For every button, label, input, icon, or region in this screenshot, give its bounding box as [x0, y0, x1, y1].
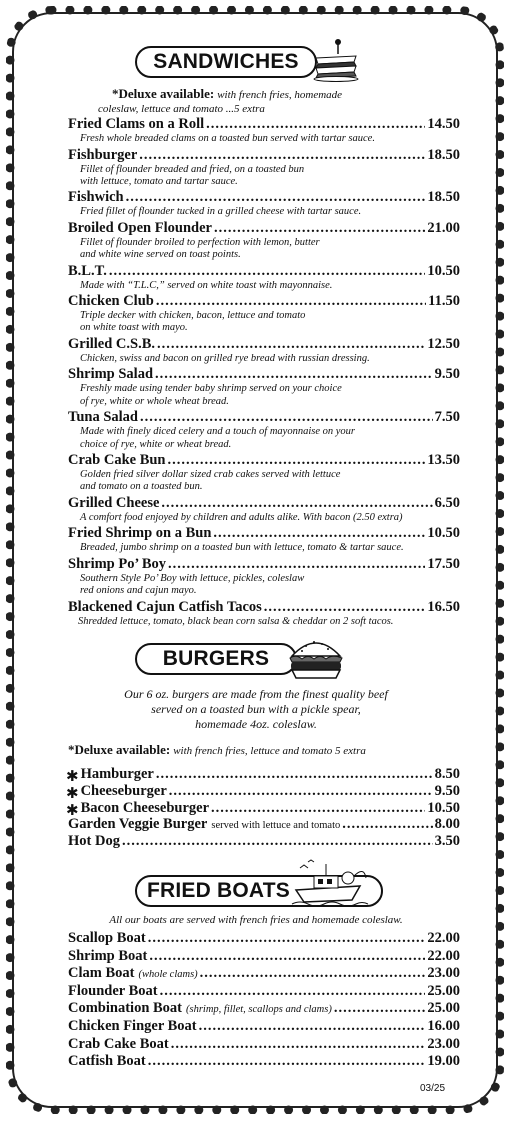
menu-item	[68, 965, 460, 982]
dot-leader	[199, 1018, 426, 1035]
burgers-deluxe-label: *Deluxe available:	[68, 742, 171, 757]
menu-item-price: 19.00	[427, 1053, 460, 1070]
menu-item-price: 23.00	[427, 965, 460, 982]
menu-item-name: Crab Cake Boat	[68, 1035, 169, 1052]
menu-item	[68, 1000, 460, 1017]
menu-item	[68, 220, 460, 237]
menu-item-description: A comfort food enjoyed by children and adults alike. With bacon (2.50 extra)	[80, 511, 403, 523]
menu-item	[68, 930, 460, 947]
menu-item-description: Freshly made using tender baby shrimp served on your choice	[80, 383, 342, 395]
menu-item-name: Cheeseburger	[80, 783, 167, 800]
burgers-intro	[60, 687, 452, 732]
menu-item-description: Triple decker with chicken, bacon, lettuce and tomato	[80, 310, 306, 322]
sandwiches-header	[135, 46, 317, 78]
fried-boats-intro-text: All our boats are served with french fries and homemade coleslaw.	[109, 914, 403, 926]
menu-item-note: (whole clams)	[138, 969, 198, 981]
dot-leader	[264, 599, 426, 616]
dot-leader	[213, 525, 425, 542]
dot-leader	[168, 556, 425, 573]
menu-item-price: 8.00	[434, 815, 460, 832]
menu-item-description: Chicken, swiss and bacon on grilled rye bread with russian dressing.	[80, 352, 370, 364]
menu-item-name: Flounder Boat	[68, 982, 158, 999]
burgers-deluxe-note	[68, 742, 366, 758]
menu-item	[68, 816, 460, 833]
menu-item-price: 10.50	[427, 800, 460, 817]
dot-leader	[149, 948, 425, 965]
dot-leader	[171, 1036, 426, 1053]
menu-item	[68, 1036, 460, 1053]
dot-leader	[140, 409, 433, 426]
dot-leader	[342, 816, 432, 833]
menu-item-price: 16.00	[427, 1018, 460, 1034]
menu-item-price: 10.50	[427, 525, 460, 542]
menu-item	[68, 1018, 460, 1035]
burgers-intro-line-1: Our 6 oz. burgers are made from the finest quality beef	[124, 687, 388, 701]
menu-item-name: Broiled Open Flounder	[68, 219, 212, 236]
sandwiches-title: SANDWICHES	[153, 50, 299, 73]
menu-item-description: red onions and cajun mayo.	[80, 585, 197, 597]
menu-item-name: Crab Cake Bun	[68, 452, 166, 468]
menu-item-price: 22.00	[427, 947, 460, 964]
menu-item-price: 7.50	[434, 409, 460, 426]
menu-item	[68, 336, 460, 353]
menu-item	[68, 366, 460, 383]
menu-item	[68, 409, 460, 426]
menu-item-price: 18.50	[427, 189, 460, 206]
menu-item-description: choice of rye, white or wheat bread.	[80, 438, 232, 450]
menu-item	[68, 948, 460, 965]
fried-boats-title: FRIED BOATS	[147, 879, 290, 902]
menu-item-price: 9.50	[434, 366, 460, 383]
menu-item-price: 6.50	[434, 494, 460, 511]
fried-boats-intro	[60, 913, 452, 928]
menu-item-name: Fishwich	[68, 189, 124, 206]
menu-item-note: served with lettuce and tomato	[211, 819, 341, 831]
menu-item-name: Scallop Boat	[68, 930, 146, 946]
dot-leader	[148, 930, 426, 947]
menu-item-name: Catfish Boat	[68, 1053, 146, 1070]
dot-leader	[122, 833, 433, 850]
menu-item-name: Shrimp Po’ Boy	[68, 555, 167, 572]
sandwiches-deluxe-label: *Deluxe available:	[112, 86, 215, 101]
menu-item-name: Shrimp Boat	[68, 947, 148, 964]
dot-leader	[139, 147, 425, 164]
burgers-intro-line-2: served on a toasted bun with a pickle spear,	[151, 702, 361, 716]
menu-item-name: Clam Boat	[68, 965, 135, 982]
menu-item-description: and white wine served on toast points.	[80, 249, 241, 261]
menu-item-name: Hamburger	[80, 766, 154, 782]
menu-item	[68, 495, 460, 512]
menu-item	[68, 293, 460, 310]
menu-item	[68, 263, 460, 280]
menu-item-price: 13.50	[427, 452, 460, 468]
menu-item-description: Made with “T.L.C,” served on white toast with mayonnaise.	[80, 279, 333, 291]
menu-item-description: Shredded lettuce, tomato, black bean corn salsa & cheddar on 2 soft tacos.	[78, 615, 394, 627]
menu-item-description: on white toast with mayo.	[80, 322, 188, 334]
menu-item-description: and tomato on a toasted bun.	[80, 481, 203, 493]
menu-item-price: 17.50	[427, 555, 460, 572]
menu-item	[68, 599, 460, 616]
sandwiches-deluxe-note	[112, 86, 342, 102]
menu-item-note: (shrimp, fillet, scallops and clams)	[186, 1004, 332, 1016]
menu-item-name: Bacon Cheeseburger	[80, 800, 210, 817]
dot-leader	[148, 1053, 426, 1070]
menu-item-name: Combination Boat	[68, 1000, 183, 1017]
dot-leader	[214, 220, 425, 237]
menu-item-name: Tuna Salad	[68, 409, 139, 426]
dot-leader	[157, 336, 425, 353]
menu-item-name: Fried Shrimp on a Bun	[68, 525, 212, 542]
menu-item	[68, 147, 460, 164]
menu-item-description: Fillet of flounder breaded and fried, on a toasted bun	[80, 163, 305, 175]
menu-item-price: 22.00	[427, 930, 460, 946]
menu-item-price: 21.00	[427, 219, 460, 236]
dot-leader	[334, 1000, 426, 1017]
dot-leader	[160, 983, 426, 1000]
menu-item-name: Garden Veggie Burger	[68, 815, 208, 832]
burgers-intro-line-3: homemade 4oz. coleslaw.	[195, 717, 317, 731]
boat-icon	[290, 856, 370, 908]
menu-item	[68, 1053, 460, 1070]
burgers-deluxe-text: with french fries, lettuce and tomato 5 extra	[173, 745, 366, 757]
dot-leader	[109, 263, 426, 280]
burgers-header	[135, 643, 297, 675]
footer-code: 03/25	[420, 1083, 446, 1094]
menu-item	[68, 525, 460, 542]
menu-item	[68, 452, 460, 469]
menu-item-price: 23.00	[427, 1035, 460, 1052]
dot-leader	[156, 293, 426, 310]
menu-item-price: 25.00	[427, 1000, 460, 1017]
menu-item-description: Fillet of flounder broiled to perfection with lemon, butter	[80, 236, 320, 248]
menu-item-description: Made with finely diced celery and a touch of mayonnaise on your	[80, 426, 355, 438]
dot-leader	[155, 366, 433, 383]
menu-item	[66, 781, 460, 800]
menu-item-description: with lettuce, tomato and tartar sauce.	[80, 175, 238, 187]
menu-item-name: Chicken Club	[68, 293, 154, 310]
menu-item-description: Fresh whole breaded clams on a toasted bun served with tartar sauce.	[80, 133, 375, 144]
dot-leader	[126, 189, 426, 206]
menu-item-price: 14.50	[427, 116, 460, 132]
menu-item	[66, 798, 460, 817]
dot-leader	[161, 495, 432, 512]
menu-item-price: 9.50	[434, 783, 460, 800]
burgers-title: BURGERS	[162, 647, 270, 670]
star-icon: ✱	[66, 767, 79, 783]
dot-leader	[206, 116, 425, 133]
menu-item-price: 8.50	[434, 766, 460, 782]
menu-item	[66, 764, 460, 783]
menu-item	[68, 189, 460, 206]
menu-item-price: 25.00	[427, 982, 460, 999]
menu-item-price: 18.50	[427, 146, 460, 163]
menu-item-name: Chicken Finger Boat	[68, 1018, 197, 1034]
menu-item-description: Golden fried silver dollar sized crab cakes served with lettuce	[80, 469, 341, 480]
menu-item	[68, 833, 460, 850]
menu-item-name: Blackened Cajun Catfish Tacos	[68, 598, 262, 615]
menu-item	[68, 556, 460, 573]
burger-icon	[286, 632, 346, 684]
menu-item-name: Grilled C.S.B.	[68, 335, 156, 352]
menu-item-price: 11.50	[428, 293, 460, 310]
menu-item-description: Breaded, jumbo shrimp on a toasted bun with lettuce, tomato & tartar sauce.	[80, 542, 404, 554]
menu-item	[68, 983, 460, 1000]
menu-item-name: Grilled Cheese	[68, 494, 160, 511]
menu-item-name: Shrimp Salad	[68, 366, 154, 383]
star-icon: ✱	[66, 784, 79, 801]
dot-leader	[200, 965, 426, 982]
dot-leader	[168, 452, 426, 469]
menu-item-description: Fried fillet of flounder tucked in a grilled cheese with tartar sauce.	[80, 206, 362, 218]
menu-item-name: Hot Dog	[68, 832, 120, 849]
menu-item-name: Fishburger	[68, 146, 138, 163]
menu-item-price: 12.50	[427, 335, 460, 352]
menu-item-name: Fried Clams on a Roll	[68, 116, 205, 132]
star-icon: ✱	[66, 801, 79, 818]
menu-item-description: of rye, white or whole wheat bread.	[80, 395, 229, 407]
menu-item-price: 3.50	[434, 832, 460, 849]
menu-item-price: 10.50	[427, 262, 460, 279]
menu-item-name: B.L.T.	[68, 262, 107, 279]
sandwiches-deluxe-text-2: coleslaw, lettuce and tomato ...5 extra	[98, 103, 265, 115]
menu-item-description: Southern Style Po’ Boy with lettuce, pickles, coleslaw	[80, 572, 305, 584]
sandwich-icon	[312, 38, 360, 82]
sandwiches-deluxe-text-1: with french fries, homemade	[217, 89, 343, 101]
menu-item-price: 16.50	[427, 598, 460, 615]
sandwiches-deluxe-note-2	[98, 101, 265, 116]
menu-item	[68, 116, 460, 133]
